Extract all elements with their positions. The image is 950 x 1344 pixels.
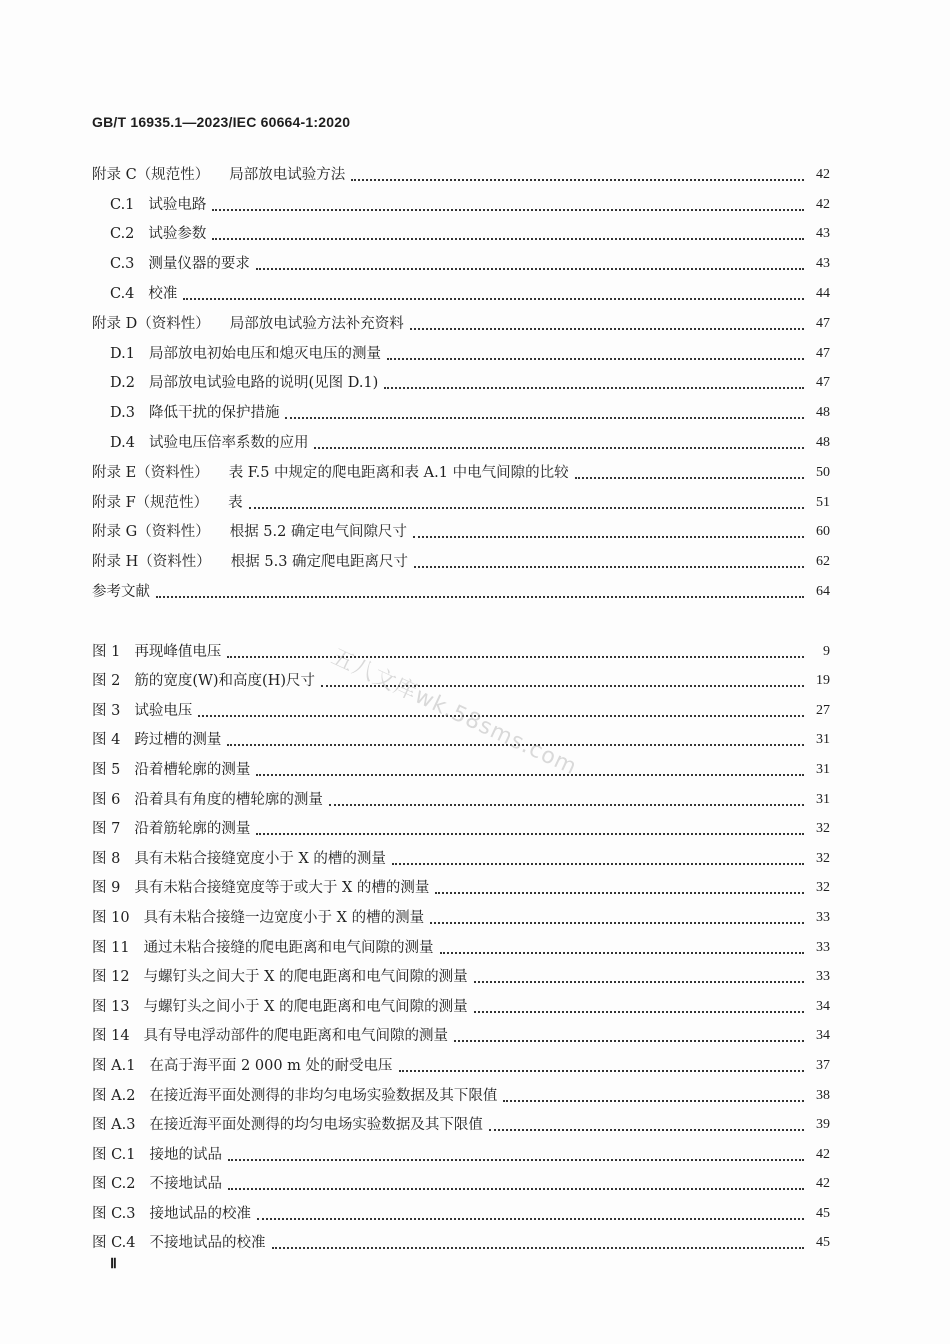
toc-entry-title: 测量仪器的要求 xyxy=(148,256,250,273)
leader-dots xyxy=(285,416,804,419)
leader-dots xyxy=(351,178,804,181)
toc-entry-page: 31 xyxy=(816,761,830,777)
leader-dots xyxy=(414,565,804,568)
toc-entry-number: 附录 C（规范性） xyxy=(92,166,210,183)
toc-entry-title: 与螺钉头之间小于 X 的爬电距离和电气间隙的测量 xyxy=(143,998,468,1015)
toc-entry-page: 37 xyxy=(816,1057,830,1073)
toc-figure-entry[interactable] xyxy=(92,750,830,780)
toc-entry-page: 45 xyxy=(816,1235,830,1251)
toc-entry-number: 图 A.3 xyxy=(92,1117,136,1134)
leader-dots xyxy=(430,921,804,924)
toc-entry-title: 降低干扰的保护措施 xyxy=(148,405,280,422)
leader-dots xyxy=(392,862,804,865)
leader-dots xyxy=(329,803,804,806)
toc-entry-number: 图 13 xyxy=(92,998,130,1015)
toc-entry[interactable] xyxy=(92,393,830,423)
toc-entry-page: 33 xyxy=(816,939,830,955)
toc-entry-page: 42 xyxy=(816,1176,830,1192)
toc-entry-number: 附录 E（资料性） xyxy=(92,464,209,481)
toc-entry-title: 局部放电初始电压和熄灭电压的测量 xyxy=(148,345,381,362)
toc-figure-entry[interactable] xyxy=(92,662,830,692)
toc-entry-title: 试验电路 xyxy=(148,196,207,213)
toc-entry-title: 校准 xyxy=(148,285,178,302)
toc-entry-title: 筋的宽度(W)和高度(H)尺寸 xyxy=(134,673,316,690)
toc-entry-page: 47 xyxy=(816,345,830,361)
leader-dots xyxy=(256,773,804,776)
toc-figure-entry[interactable] xyxy=(92,958,830,988)
toc-figure-entry[interactable] xyxy=(92,928,830,958)
leader-dots xyxy=(454,1039,804,1042)
toc-entry-page: 39 xyxy=(816,1117,830,1133)
toc-figure-entry[interactable] xyxy=(92,869,830,899)
toc-entry-number: 图 6 xyxy=(92,791,121,808)
leader-dots xyxy=(489,1128,804,1131)
toc-entry[interactable] xyxy=(92,244,830,274)
toc-figure-entry[interactable] xyxy=(92,1106,830,1136)
toc-entry-title: 与螺钉头之间大于 X 的爬电距离和电气间隙的测量 xyxy=(143,969,468,986)
toc-entry-title: 在接近海平面处测得的均匀电场实验数据及其下限值 xyxy=(149,1117,483,1134)
leader-dots xyxy=(399,1069,804,1072)
toc-entry-number: 附录 G（资料性） xyxy=(92,524,210,541)
toc-entry-number: 图 C.3 xyxy=(92,1205,136,1222)
toc-figure-entry[interactable] xyxy=(92,1017,830,1047)
toc-entry-number: C.4 xyxy=(110,285,135,302)
toc-entry[interactable] xyxy=(92,542,830,572)
toc-entry-title: 通过未粘合接缝的爬电距离和电气间隙的测量 xyxy=(143,939,434,956)
leader-dots xyxy=(228,1187,804,1190)
toc-entry[interactable] xyxy=(92,572,830,602)
leader-dots xyxy=(156,595,804,598)
toc-entry-number: 图 7 xyxy=(92,821,121,838)
toc-entry-number: C.1 xyxy=(110,196,135,213)
toc-figure-entry[interactable] xyxy=(92,898,830,928)
toc-entry-number: C.3 xyxy=(110,256,135,273)
toc-entry-title: 表 F.5 中规定的爬电距离和表 A.1 中电气间隙的比较 xyxy=(228,464,569,481)
toc-entry-number: D.2 xyxy=(110,375,135,392)
toc-entry-page: 48 xyxy=(816,405,830,421)
toc-entry-page: 9 xyxy=(823,643,830,659)
toc-entry-page: 33 xyxy=(816,909,830,925)
toc-entry-number: 图 9 xyxy=(92,880,121,897)
toc-entry-number: 图 10 xyxy=(92,909,130,926)
leader-dots xyxy=(256,267,804,270)
toc-entry-title: 接地试品的校准 xyxy=(149,1205,252,1222)
leader-dots xyxy=(314,446,804,449)
toc-figure-entry[interactable] xyxy=(92,780,830,810)
document-header: GB/T 16935.1—2023/IEC 60664-1:2020 xyxy=(92,114,351,130)
toc-annexes xyxy=(92,155,830,602)
toc-entry-page: 47 xyxy=(816,315,830,331)
toc-figure-entry[interactable] xyxy=(92,1046,830,1076)
toc-entry-page: 42 xyxy=(816,196,830,212)
toc-entry-title: 在接近海平面处测得的非均匀电场实验数据及其下限值 xyxy=(149,1087,498,1104)
toc-entry-title: 根据 5.3 确定爬电距离尺寸 xyxy=(230,554,409,571)
toc-entry-page: 32 xyxy=(816,850,830,866)
toc-entry-number: 图 11 xyxy=(92,939,130,956)
toc-entry-number: 图 4 xyxy=(92,732,121,749)
toc-figure-entry[interactable] xyxy=(92,632,830,662)
toc-entry[interactable] xyxy=(92,423,830,453)
leader-dots xyxy=(387,357,804,360)
leader-dots xyxy=(435,891,804,894)
toc-entry-number: 图 5 xyxy=(92,761,121,778)
toc-entry-number: D.3 xyxy=(110,405,135,422)
toc-entry[interactable] xyxy=(92,453,830,483)
toc-entry-page: 31 xyxy=(816,732,830,748)
toc-entry-page: 60 xyxy=(816,524,830,540)
toc-entry-page: 51 xyxy=(816,494,830,510)
leader-dots xyxy=(474,980,804,983)
toc-figure-entry[interactable] xyxy=(92,987,830,1017)
toc-entry-number: 图 C.1 xyxy=(92,1146,136,1163)
leader-dots xyxy=(256,832,804,835)
toc-entry-title: 不接地试品的校准 xyxy=(149,1235,266,1252)
toc-entry[interactable] xyxy=(92,215,830,245)
toc-entry-page: 50 xyxy=(816,464,830,480)
toc-entry-page: 43 xyxy=(816,226,830,242)
toc-figure-entry[interactable] xyxy=(92,839,830,869)
toc-entry-title: 试验参数 xyxy=(148,226,207,243)
toc-figure-entry[interactable] xyxy=(92,1076,830,1106)
leader-dots xyxy=(384,386,804,389)
toc-entry-title: 再现峰值电压 xyxy=(134,643,222,660)
toc-entry[interactable] xyxy=(92,334,830,364)
toc-entry-title: 试验电压倍率系数的应用 xyxy=(148,434,309,451)
toc-entry-number: 图 A.1 xyxy=(92,1057,136,1074)
toc-entry-page: 47 xyxy=(816,375,830,391)
leader-dots xyxy=(440,951,804,954)
toc-entry-page: 34 xyxy=(816,998,830,1014)
toc-entry-page: 32 xyxy=(816,880,830,896)
toc-entry-title: 不接地试品 xyxy=(149,1176,223,1193)
toc-entry-page: 42 xyxy=(816,1146,830,1162)
toc-entry[interactable] xyxy=(92,483,830,513)
toc-entry[interactable] xyxy=(92,364,830,394)
toc-entry[interactable] xyxy=(92,155,830,185)
toc-entry-title: 在高于海平面 2 000 m 处的耐受电压 xyxy=(149,1057,393,1074)
toc-entry-page: 43 xyxy=(816,256,830,272)
toc-entry[interactable] xyxy=(92,304,830,334)
leader-dots xyxy=(249,506,804,509)
toc-figure-entry[interactable] xyxy=(92,1135,830,1165)
leader-dots xyxy=(413,535,804,538)
leader-dots xyxy=(183,297,804,300)
leader-dots xyxy=(257,1217,804,1220)
toc-entry-title: 沿着具有角度的槽轮廓的测量 xyxy=(134,791,323,808)
toc-entry-number: 图 12 xyxy=(92,969,130,986)
toc-entry-number: 图 C.4 xyxy=(92,1235,136,1252)
toc-entry[interactable] xyxy=(92,274,830,304)
leader-dots xyxy=(227,655,804,658)
toc-entry-number: 附录 H（资料性） xyxy=(92,554,211,571)
toc-entry-page: 64 xyxy=(816,583,830,599)
toc-entry-number: 附录 F（规范性） xyxy=(92,494,209,511)
toc-entry-page: 27 xyxy=(816,702,830,718)
toc-entry-number: 参考文献 xyxy=(92,583,150,600)
toc-entry-page: 32 xyxy=(816,821,830,837)
leader-dots xyxy=(228,1158,804,1161)
toc-entry-number: 图 A.2 xyxy=(92,1087,136,1104)
toc-entry-page: 48 xyxy=(816,434,830,450)
toc-entry-title: 局部放电试验方法补充资料 xyxy=(229,315,404,332)
toc-entry-page: 33 xyxy=(816,969,830,985)
toc-entry-page: 34 xyxy=(816,1028,830,1044)
toc-entry-number: 图 14 xyxy=(92,1028,130,1045)
toc-entry[interactable] xyxy=(92,513,830,543)
toc-entry-title: 具有未粘合接缝一边宽度小于 X 的槽的测量 xyxy=(143,909,425,926)
watermark: 五八文库wk.58sms.com xyxy=(327,644,581,781)
toc-entry-title: 具有导电浮动部件的爬电距离和电气间隙的测量 xyxy=(143,1028,449,1045)
toc-entry-page: 19 xyxy=(816,673,830,689)
toc-entry-number: 图 1 xyxy=(92,643,121,660)
toc-entry-number: D.4 xyxy=(110,434,135,451)
leader-dots xyxy=(503,1099,804,1102)
toc-figure-entry[interactable] xyxy=(92,1194,830,1224)
toc-entry-title: 具有未粘合接缝宽度小于 X 的槽的测量 xyxy=(134,850,386,867)
toc-figure-entry[interactable] xyxy=(92,1165,830,1195)
toc-entry-page: 42 xyxy=(816,166,830,182)
toc-entry[interactable] xyxy=(92,185,830,215)
toc-entry-page: 44 xyxy=(816,285,830,301)
toc-figure-entry[interactable] xyxy=(92,810,830,840)
toc-entry-title: 根据 5.2 确定电气间隙尺寸 xyxy=(229,524,407,541)
toc-entry-number: 附录 D（资料性） xyxy=(92,315,210,332)
leader-dots xyxy=(272,1246,804,1249)
leader-dots xyxy=(410,327,804,330)
toc-entry-number: C.2 xyxy=(110,226,135,243)
leader-dots xyxy=(212,208,804,211)
toc-entry-number: 图 2 xyxy=(92,673,121,690)
toc-entry-page: 62 xyxy=(816,554,830,570)
toc-entry-number: 图 C.2 xyxy=(92,1176,136,1193)
toc-entry-number: 图 3 xyxy=(92,702,121,719)
toc-entry-number: 图 8 xyxy=(92,850,121,867)
toc-entry-page: 45 xyxy=(816,1205,830,1221)
toc-entry-title: 表 xyxy=(228,494,243,511)
page-number: Ⅱ xyxy=(110,1257,117,1272)
toc-entry-title: 沿着槽轮廓的测量 xyxy=(134,761,251,778)
leader-dots xyxy=(212,237,804,240)
toc-entry-title: 沿着筋轮廓的测量 xyxy=(134,821,251,838)
toc-entry-page: 38 xyxy=(816,1087,830,1103)
leader-dots xyxy=(474,1010,804,1013)
leader-dots xyxy=(575,476,804,479)
toc-entry-title: 接地的试品 xyxy=(149,1146,223,1163)
toc-entry-page: 31 xyxy=(816,791,830,807)
toc-entry-title: 试验电压 xyxy=(134,702,193,719)
toc-entry-title: 局部放电试验方法 xyxy=(229,166,346,183)
toc-figure-entry[interactable] xyxy=(92,1224,830,1254)
toc-entry-title: 具有未粘合接缝宽度等于或大于 X 的槽的测量 xyxy=(134,880,430,897)
toc-entry-title: 跨过槽的测量 xyxy=(134,732,222,749)
toc-entry-title: 局部放电试验电路的说明(见图 D.1) xyxy=(148,375,379,392)
toc-entry-number: D.1 xyxy=(110,345,135,362)
